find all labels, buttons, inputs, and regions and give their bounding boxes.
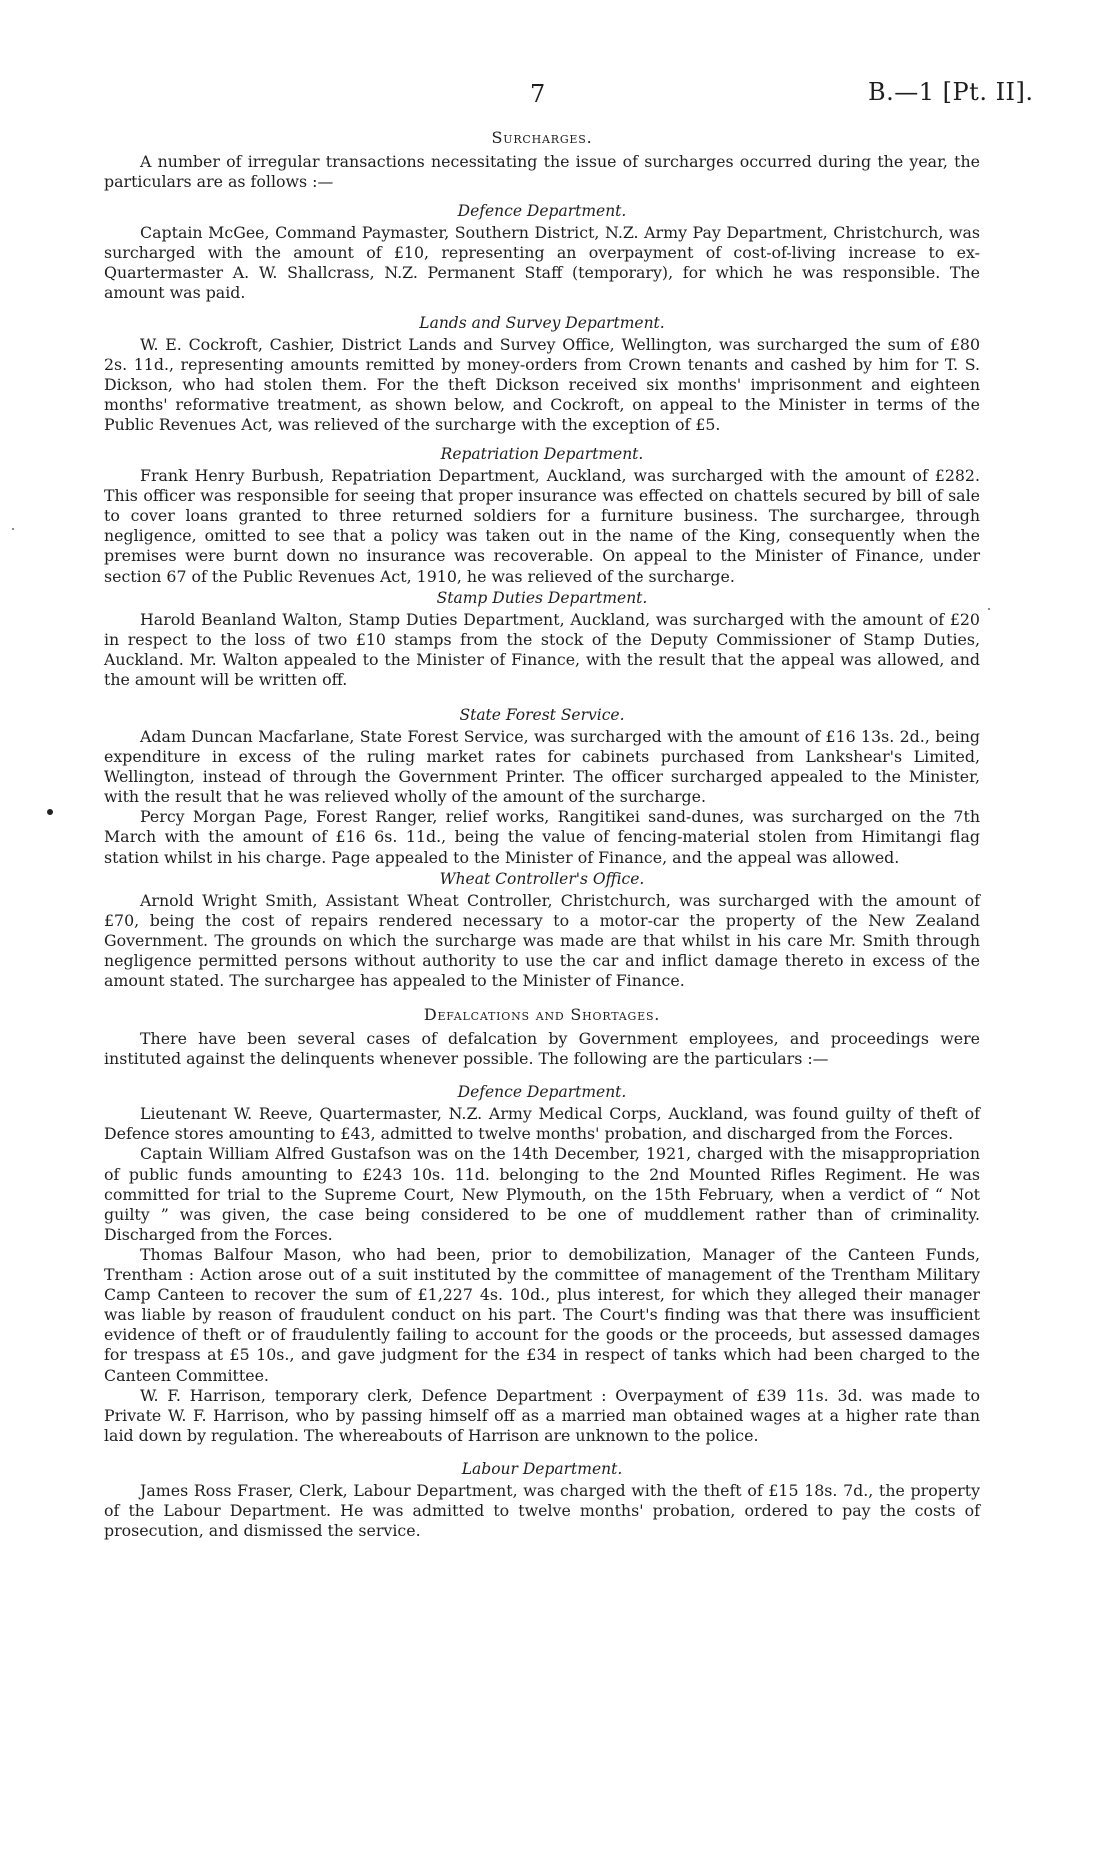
section-intro: A number of irregular transactions necessitating the issue of surcharges occurred during the year, the particulars are as follows :—	[104, 152, 980, 192]
scan-speck	[988, 608, 990, 610]
paragraph: Harold Beanland Walton, Stamp Duties Department, Auckland, was surcharged with the amount of £20 in respect to the loss of two £10 stamps from the stock of the Deputy Commissioner of Stamp Duties, Auckland. Mr. Walton appealed to the Minister of Finance, with the result that the appeal was allowed, and the amount will be written off.	[104, 609, 980, 689]
paragraph: W. E. Cockroft, Cashier, District Lands and Survey Office, Wellington, was surcharged the sum of £80 2s. 11d., representing amounts remitted by money-orders from Crown tenants and cashed by him for T. S. Dickson, who had stolen them. For the theft Dickson received six months' imprisonment and eighteen months' reformative treatment, as shown below, and Cockroft, on appeal to the Minister in terms of the Public Revenues Act, was relieved of the surcharge with the exception of £5.	[104, 334, 980, 434]
scan-speck	[12, 528, 14, 530]
subsection-title: Repatriation Department.	[440, 445, 644, 464]
subsection-title: Wheat Controller's Office.	[439, 869, 645, 888]
paragraph: Arnold Wright Smith, Assistant Wheat Controller, Christchurch, was surcharged with the amount of £70, being the cost of repairs rendered necessary to a motor-car the property of the New Zealand Government. The grounds on which the surcharge was made are that whilst in his care Mr. Smith through negligence permitted persons without authority to use the car and inflict damage thereto in excess of the amount stated. The surchargee has appealed to the Minister of Finance.	[104, 890, 980, 990]
subsection-title: Stamp Duties Department.	[436, 588, 648, 607]
paragraph: W. F. Harrison, temporary clerk, Defence Department : Overpayment of £39 11s. 3d. was made to Private W. F. Harrison, who by passing himself off as a married man obtained wages at a higher rate than laid down by regulation. The whereabouts of Harrison are unknown to the police.	[104, 1385, 980, 1445]
section-intro: There have been several cases of defalcation by Government employees, and proceedings were instituted against the delinquents whenever possible. The following are the particulars :—	[104, 1029, 980, 1069]
subsection-title: Labour Department.	[461, 1459, 623, 1478]
section-title-defalcations: Defalcations and Shortages.	[423, 1005, 661, 1025]
paragraph: Percy Morgan Page, Forest Ranger, relief works, Rangitikei sand-dunes, was surcharged on the 7th March with the amount of £16 6s. 11d., being the value of fencing-material stolen from Himitangi flag station whilst in his charge. Page appealed to the Minister of Finance, and the appeal was allowed.	[104, 807, 980, 867]
subsection-title: Defence Department.	[457, 202, 627, 221]
spacer	[104, 991, 980, 1005]
document-reference: B.—1 [Pt. II].	[868, 78, 1034, 106]
subsection-title: Defence Department.	[457, 1083, 627, 1102]
paragraph: Frank Henry Burbush, Repatriation Department, Auckland, was surcharged with the amount of £282. This officer was responsible for seeing that proper insurance was effected on chattels secured by bill of sale to cover loans granted to three returned soldiers for a furniture business. The surchargee, through negligence, omitted to see that a policy was taken out in the name of the King, consequently when the premises were burnt down no insurance was recoverable. On appeal to the Minister of Finance, under section 67 of the Public Revenues Act, 1910, he was relieved of the surcharge.	[104, 466, 980, 586]
margin-dot	[47, 809, 53, 815]
paragraph: Thomas Balfour Mason, who had been, prior to demobilization, Manager of the Canteen Funds, Trentham : Action arose out of a suit instituted by the committee of management of the Trentham Military Camp Canteen to recover the sum of £1,227 4s. 10d., plus interest, for which they alleged their manager was liable by reason of fraudulent conduct on his part. The Court's finding was that there was insufficient evidence of theft or of fraudulently failing to account for the goods or the proceeds, but assessed damages for trespass at £5 10s., and gave judgment for the £34 in respect of tanks which had been charged to the Canteen Committee.	[104, 1244, 980, 1385]
paragraph: Captain McGee, Command Paymaster, Southern District, N.Z. Army Pay Department, Christchurch, was surcharged with the amount of £10, representing an overpayment of cost-of-living increase to ex-Quartermaster A. W. Shallcrass, N.Z. Permanent Staff (temporary), for which he was responsible. The amount was paid.	[104, 223, 980, 303]
document-body	[104, 128, 980, 1541]
paragraph: Adam Duncan Macfarlane, State Forest Service, was surcharged with the amount of £16 13s. 2d., being expenditure in excess of the ruling market rates for cabinets purchased from Lankshear's Limited, Wellington, instead of through the Government Printer. The officer surcharged appealed to the Minister, with the result that he was relieved wholly of the amount of the surcharge.	[104, 726, 980, 807]
section-title-surcharges: Surcharges.	[491, 128, 593, 147]
page-number: 7	[530, 80, 546, 108]
subsection-title: Lands and Survey Department.	[419, 313, 665, 332]
paragraph: Lieutenant W. Reeve, Quartermaster, N.Z. Army Medical Corps, Auckland, was found guilty of theft of Defence stores amounting to £43, admitted to twelve months' probation, and discharged from the Forces.	[104, 1104, 980, 1144]
subsection-title: State Forest Service.	[459, 705, 625, 724]
paragraph: Captain William Alfred Gustafson was on the 14th December, 1921, charged with the misappropriation of public funds amounting to £243 10s. 11d. belonging to the 2nd Mounted Rifles Regiment. He was committed for trial to the Supreme Court, New Plymouth, on the 15th February, when a verdict of “ Not guilty ” was given, the case being considered to be one of muddlement rather than of criminality. Discharged from the Forces.	[104, 1144, 980, 1244]
paragraph: James Ross Fraser, Clerk, Labour Department, was charged with the theft of £15 18s. 7d., the property of the Labour Department. He was admitted to twelve months' probation, ordered to pay the costs of prosecution, and dismissed the service.	[104, 1480, 980, 1541]
page-header	[0, 72, 1114, 112]
